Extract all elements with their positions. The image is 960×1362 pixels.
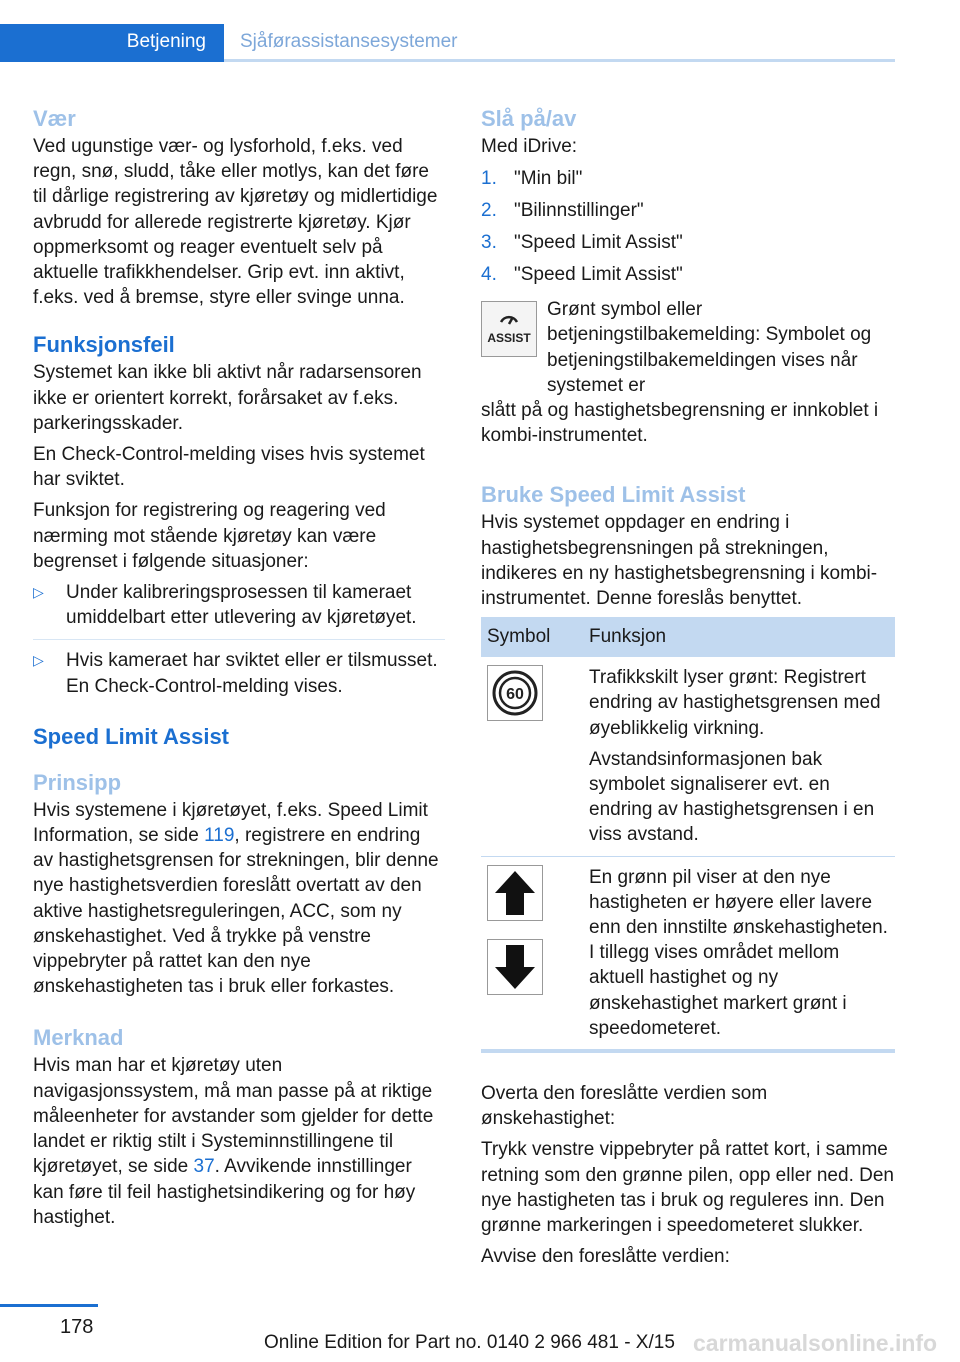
svg-text:60: 60 [506,686,524,704]
merknad-heading: Merknad [33,1025,124,1051]
prinsipp-text: Hvis systemene i kjøretøyet, f.eks. Speed Limit Information, se side 119, registrere en endring av hastighetsgrensen for strekningen, blir denne nye hastighetsverdien foreslått overtatt av den aktive hastighetsreguleringen, ACC, som ny ønskehastighet. Ved å trykke på venstre vippebryter på rattet kan den nye ønskehastigheten tas i bruk eller forkastes. [33,799,439,998]
list-item: 2. "Bilinnstillinger" [481,200,644,222]
table-header-symbol: Symbol [481,617,585,657]
funksjonsfeil-p3: Funksjon for registrering og reagering ved nærming mot stående kjøretøy kan være begrenset i følgende situasjoner: [33,500,386,572]
funksjonsfeil-heading: Funksjonsfeil [33,332,175,358]
arrow-up-icon [487,865,543,921]
list-item: ▷ Hvis kameraet har sviktet eller er tilsmusset. En Check-Control-melding vises. [33,650,438,697]
arrow-down-icon [487,939,543,995]
row2-text-1: En grønn pil viser at den nye hastigheten er høyere eller lavere enn den innstilte ønskehastigheten. I tillegg vises området mellom aktuell hastighet og ny ønskehastighet markert grønt i speedometeret. [589,866,888,1039]
prinsipp-heading: Prinsipp [33,769,122,795]
right-column [481,100,895,1276]
list-item: ▷ Under kalibreringsprosessen til kameraet umiddelbart etter utlevering av kjøretøyet. [33,580,445,640]
trykk-text: Trykk venstre vippebryter på rattet kort, i samme retning som den grønne pilen, opp eller ned. Den nye hastigheten tas i bruk og reguleres inn. Den grønne markeringen i speedometeret slukker. [481,1139,894,1237]
funksjonsfeil-p2: En Check-Control-melding vises hvis systemet har sviktet. [33,444,425,491]
limitation-list [33,580,445,708]
list-item: 1. "Min bil" [481,168,583,190]
page-header [0,0,960,62]
row1-text-1: Trafikkskilt lyser grønt: Registrert endring av hastighetsgrensen med øyeblikkelig virkning. [589,667,881,739]
vaer-text: Ved ugunstige vær- og lysforhold, f.eks. ved regn, snø, sludd, tåke eller motlys, kan det føre til dårlige registrering av kjøretøy og midlertidige avbrudd for allerede registrerte kjøretøy. Kjør oppmerksomt og reager eventuelt selv på aktuelle trafikkhendelser. Grip evt. inn aktivt, f.eks. ved å bremse, styre eller svinge unna. [33,136,438,309]
assist-note [481,297,895,448]
slaa-heading: Slå på/av [481,106,577,131]
vaer-heading: Vær [33,106,76,131]
steps-list [481,163,895,291]
speed-sign-icon [487,665,543,721]
funksjonsfeil-p1: Systemet kan ikke bli aktivt når radarsensoren ikke er orientert korrekt, forårsaket av f.eks. parkeringsskader. [33,362,422,434]
assist-icon [481,301,537,357]
symbol-table [481,617,895,1053]
bruke-text: Hvis systemet oppdager en endring i hastighetsbegrensningen på strekningen, indikeres en ny hastighetsbegrensning i kombi-instrumentet. Denne foreslås benyttet. [481,512,878,610]
overta-text: Overta den foreslåtte verdien som ønskehastighet: [481,1083,768,1130]
assist-text-a: Grønt symbol eller betjeningstilbakemelding: Symbolet og betjeningstilbakemeldingen vises når systemet er [547,299,872,396]
row1-text-2: Avstandsinformasjonen bak symbolet signaliserer evt. en endring av hastighetsgrensen i en viss avstand. [589,748,875,846]
page-link-119[interactable]: 119 [204,825,235,847]
watermark: carmanualsonline.info [693,1330,938,1356]
triangle-bullet-icon: ▷ [33,584,44,601]
triangle-bullet-icon: ▷ [33,652,44,669]
tab-sjaforassistansesystemer[interactable]: Sjåførassistansesystemer [240,31,458,52]
tab-betjening-label: Betjening [126,31,206,52]
table-header-row [481,617,895,657]
header-divider [224,59,895,62]
page-number: 178 [60,1316,94,1338]
bruke-heading: Bruke Speed Limit Assist [481,482,746,508]
merknad-text: Hvis man har et kjøretøy uten navigasjonssystem, må man passe på at riktige måleenheter for avstander som gjelder for dette landet er riktig stilt i Systeminnstillingene til kjøretøyet, se side 37. Avvikende innstillinger kan føre til feil hastighetsindikering og for høy hastighet. [33,1055,434,1228]
table-header-funksjon: Funksjon [585,617,895,657]
table-row [481,856,895,1051]
speed-limit-assist-heading: Speed Limit Assist [33,723,230,749]
page-link-37[interactable]: 37 [193,1156,215,1178]
left-column [33,100,445,1236]
table-row [481,657,895,856]
footer-line [0,1304,98,1307]
idrive-label: Med iDrive: [481,136,578,157]
svg-text:ASSIST: ASSIST [487,331,531,346]
list-item: 3. "Speed Limit Assist" [481,232,683,254]
avvise-text: Avvise den foreslåtte verdien: [481,1246,730,1268]
tab-betjening[interactable] [0,24,224,62]
list-item: 4. "Speed Limit Assist" [481,264,683,286]
edition-text: Online Edition for Part no. 0140 2 966 481 - X/15 [264,1332,675,1353]
assist-text-b: slått på og hastighetsbegrensning er innkoblet i kombi-instrumentet. [481,400,879,447]
